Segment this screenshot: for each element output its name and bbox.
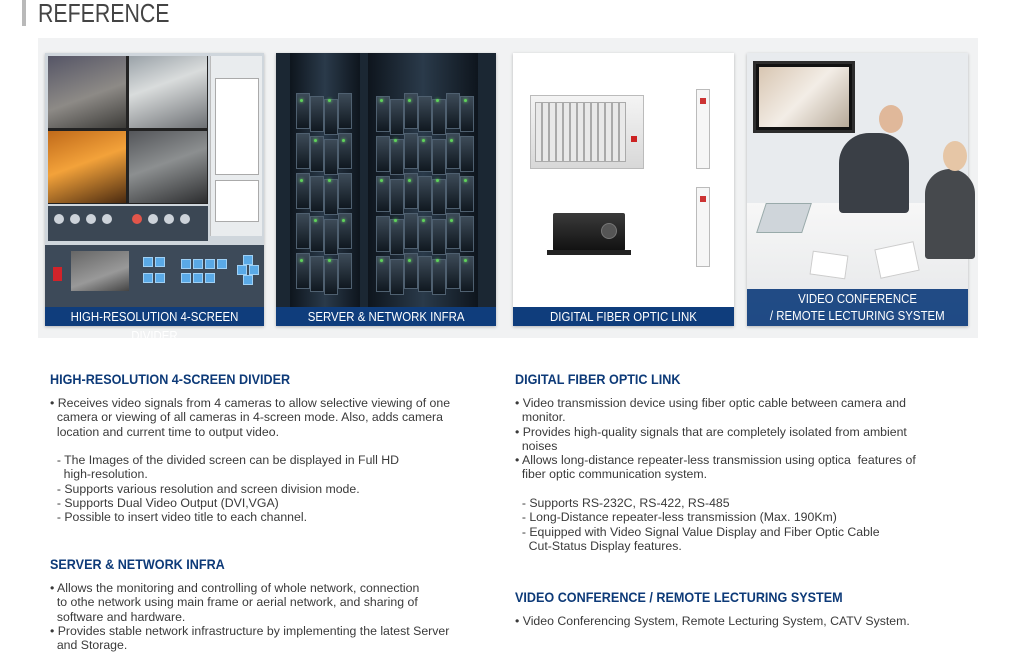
body-line: and Storage. <box>50 638 128 653</box>
presenter <box>839 133 909 213</box>
fiber-module <box>696 89 710 169</box>
fiber-converter-box <box>553 213 625 251</box>
body-line: • Allows long-distance repeater-less transmission using optica features of <box>515 453 916 468</box>
body-line: - Possible to insert video title to each channel. <box>50 510 308 525</box>
conference-display <box>753 61 855 133</box>
reference-gallery <box>38 38 978 343</box>
body-line: • Receives video signals from 4 cameras to allow selective viewing of one <box>50 396 451 410</box>
gallery-card-server[interactable] <box>276 53 496 326</box>
controller-panel <box>45 245 264 307</box>
body-line <box>515 482 955 496</box>
caption-fiber: DIGITAL FIBER OPTIC LINK <box>513 307 734 326</box>
body-line: fiber optic communication system. <box>515 467 708 482</box>
body-line: - Supports various resolution and screen division mode. <box>50 481 360 496</box>
info-panel <box>210 56 262 236</box>
gallery-card-conference[interactable] <box>747 53 968 326</box>
body-line: - The Images of the divided screen can be displayed in Full HD <box>50 453 400 468</box>
quad-video-screen <box>48 56 208 204</box>
gallery-card-divider[interactable] <box>45 53 264 343</box>
body-line: - Supports Dual Video Output (DVI,VGA) <box>50 496 279 511</box>
section-video <box>515 589 955 628</box>
section-divider <box>50 371 490 525</box>
section-body <box>50 396 490 525</box>
title-accent-bar <box>22 0 26 26</box>
body-line: - Equipped with Video Signal Value Display and Fiber Optic Cable <box>515 524 880 539</box>
body-line: Cut-Status Display features. <box>515 538 682 553</box>
attendee <box>925 169 975 259</box>
body-line: noises <box>515 438 558 453</box>
section-server <box>50 556 490 652</box>
body-line: - Supports RS-232C, RS-422, RS-485 <box>515 496 730 511</box>
caption-conference: VIDEO CONFERENCE / REMOTE LECTURING SYSTEM <box>747 289 968 326</box>
section-title: VIDEO CONFERENCE / REMOTE LECTURING SYSTEM <box>515 589 843 605</box>
section-title: HIGH-RESOLUTION 4-SCREEN DIVIDER <box>50 371 291 387</box>
body-line: • Provides high-quality signals that are completely isolated from ambient <box>515 424 907 439</box>
caption-server: SERVER & NETWORK INFRA <box>276 307 496 326</box>
fiber-chassis <box>530 95 644 169</box>
body-line: monitor. <box>515 410 566 425</box>
body-line: to othe network using main frame or aerial network, and sharing of <box>50 595 418 610</box>
fiber-module <box>696 187 710 267</box>
section-body <box>515 396 955 553</box>
laptop <box>756 203 812 233</box>
caption-divider: HIGH-RESOLUTION 4-SCREEN DIVIDER <box>45 307 264 326</box>
page-title: REFERENCE <box>38 0 170 28</box>
body-line: software and hardware. <box>50 609 186 624</box>
body-line: • Video Conferencing System, Remote Lecturing System, CATV System. <box>515 614 910 628</box>
body-line: • Provides stable network infrastructure by implementing the latest Server <box>50 623 450 638</box>
control-toolbar <box>48 206 208 241</box>
section-title: DIGITAL FIBER OPTIC LINK <box>515 371 681 387</box>
body-line: • Video transmission device using fiber optic cable between camera and <box>515 396 906 410</box>
body-line: - Long-Distance repeater-less transmission (Max. 190Km) <box>515 510 837 525</box>
body-line: camera or viewing of all cameras in 4-screen mode. Also, adds camera <box>50 410 443 425</box>
section-body <box>515 614 955 628</box>
body-line <box>50 439 490 453</box>
section-title: SERVER & NETWORK INFRA <box>50 556 225 572</box>
section-body <box>50 581 490 652</box>
section-fiber <box>515 371 955 553</box>
body-line: location and current time to output video. <box>50 424 279 439</box>
gallery-card-fiber[interactable] <box>513 53 734 326</box>
body-line: • Allows the monitoring and controlling of whole network, connection <box>50 581 420 595</box>
body-line: high-resolution. <box>50 467 148 482</box>
